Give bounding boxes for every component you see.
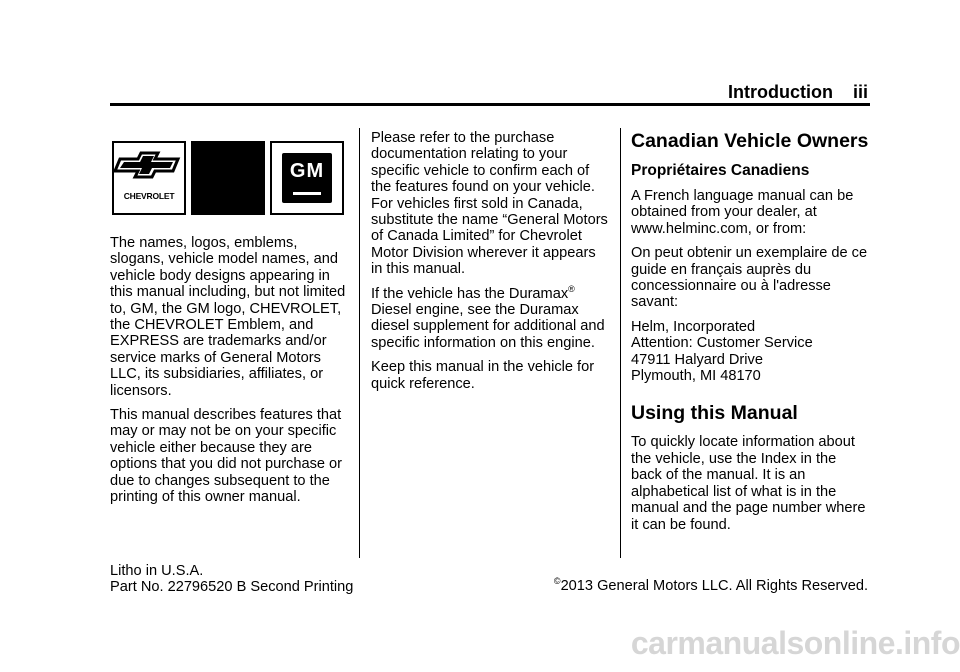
duramax-paragraph bbox=[371, 283, 609, 352]
footer-left bbox=[110, 563, 353, 595]
part-number-line: Part No. 22796520 B Second Printing bbox=[110, 579, 354, 595]
french-manual-paragraph: A French language manual can be obtained from your dealer, at www.helminc.com, or from: bbox=[631, 188, 854, 237]
address-block bbox=[631, 319, 871, 385]
watermark: carmanualsonline.info bbox=[630, 625, 960, 661]
section-title: Introduction bbox=[728, 82, 833, 102]
column-divider bbox=[620, 128, 621, 558]
canadian-owners-heading: Canadian Vehicle Owners bbox=[631, 130, 869, 152]
address-line: Plymouth, MI 48170 bbox=[631, 368, 761, 385]
using-manual-heading: Using this Manual bbox=[631, 402, 798, 425]
litho-line: Litho in U.S.A. bbox=[110, 563, 204, 579]
address-line: Attention: Customer Service bbox=[631, 335, 813, 352]
chevrolet-logo bbox=[112, 141, 186, 215]
address-line: 47911 Halyard Drive bbox=[631, 351, 763, 368]
column-divider bbox=[359, 128, 360, 558]
index-paragraph: To quickly locate information about the vehicle, use the Index in the back of the manual. It is an alphabetical list of what is in the manual and the page number where it can be found. bbox=[631, 434, 866, 533]
gm-underline bbox=[293, 192, 321, 195]
proprietaires-heading: Propriétaires Canadiens bbox=[631, 162, 810, 179]
chevrolet-wordmark: CHEVROLET bbox=[123, 191, 175, 201]
trademark-paragraph: The names, logos, emblems, slogans, vehicle model names, and vehicle body designs appearing in this manual including, but not limited to, GM, the GM logo, CHEVROLET, the CHEVROLET Emblem, and EXPRESS are trademarks and/or service marks of General Motors LLC, its subsidiaries, affiliates, or licensors. bbox=[110, 235, 346, 399]
column-2 bbox=[371, 130, 609, 400]
gm-wordmark: GM bbox=[289, 160, 325, 182]
duramax-text-after: Diesel engine, see the Duramax diesel supplement for additional and specific information on this engine. bbox=[371, 302, 605, 351]
features-paragraph: This manual describes features that may or may not be on your specific vehicle either because they are options that you did not purchase or due to changes subsequent to the printing of this owner manual. bbox=[110, 407, 343, 506]
duramax-text-before: If the vehicle has the Duramax bbox=[371, 285, 569, 302]
gm-logo-box bbox=[282, 153, 332, 203]
registered-mark: ® bbox=[568, 283, 575, 294]
bowtie-icon bbox=[114, 143, 184, 187]
column-3 bbox=[631, 130, 871, 541]
black-logo-panel bbox=[191, 141, 265, 215]
address-line: Helm, Incorporated bbox=[631, 318, 756, 335]
brand-logos bbox=[112, 141, 344, 215]
keep-manual-paragraph: Keep this manual in the vehicle for quick reference. bbox=[371, 359, 595, 392]
copyright-symbol: © bbox=[553, 576, 561, 587]
copyright-text: 2013 General Motors LLC. All Rights Reserved. bbox=[560, 578, 868, 594]
header-rule bbox=[110, 103, 870, 106]
gm-logo bbox=[270, 141, 344, 215]
copyright-line bbox=[554, 578, 868, 594]
purchase-paragraph: Please refer to the purchase documentation relating to your specific vehicle to confirm each of the features found on your vehicle. For vehicles first sold in Canada, substitute the name “General Motors of Canada Limited” for Chevrolet Motor Division wherever it appears in this manual. bbox=[371, 130, 608, 278]
page-number: iii bbox=[852, 82, 868, 102]
column-1 bbox=[110, 235, 350, 514]
french-paragraph: On peut obtenir un exemplaire de ce guide en français auprès du concessionnaire ou à l'adresse savant: bbox=[631, 245, 868, 311]
